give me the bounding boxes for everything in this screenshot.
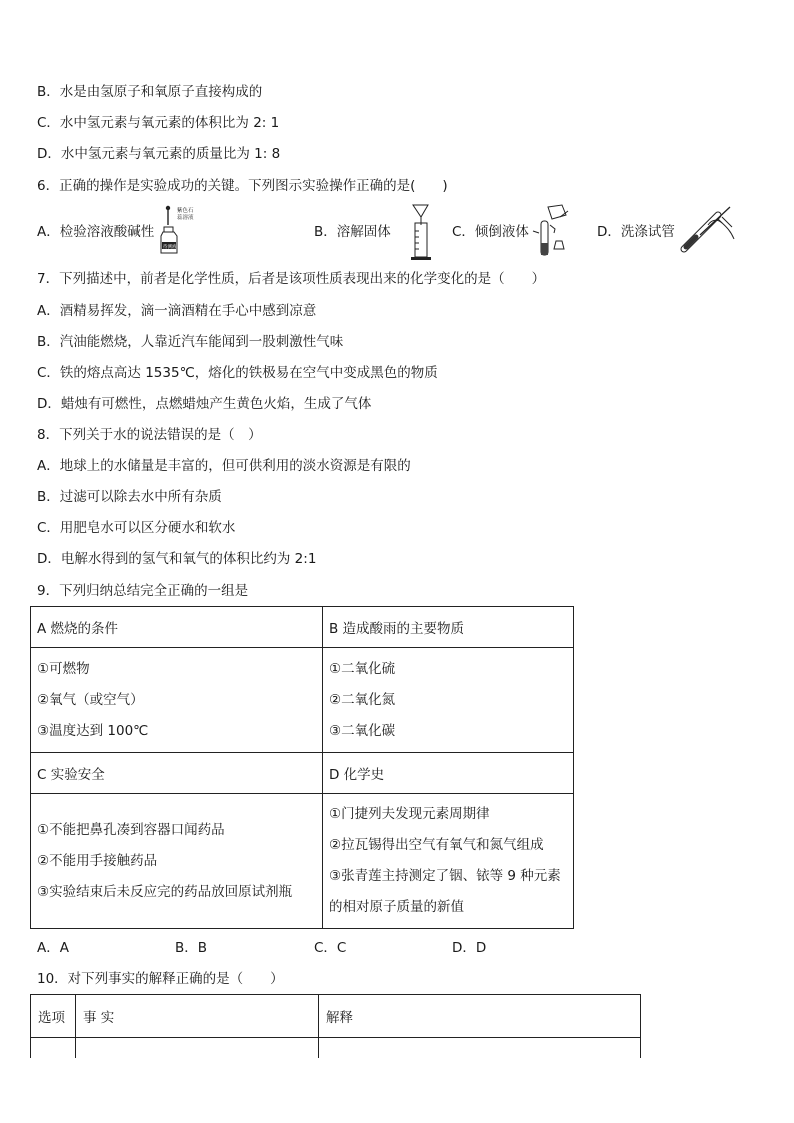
a-item: ②氧气（或空气） <box>37 691 144 708</box>
q8-stem: 8．下列关于水的说法错误的是（ ） <box>37 427 262 443</box>
d-item: ②拉瓦锡得出空气有氧气和氮气组成 <box>329 837 544 853</box>
a-item: ③温度达到 100℃ <box>37 722 149 739</box>
cell-c-items <box>31 794 323 929</box>
litmus-label-2: 蕊溶液 <box>177 215 194 221</box>
b-item: ③二氧化碳 <box>329 722 396 739</box>
q9-option-b: B．B <box>175 940 208 956</box>
q5-option-b: B．水是由氢原子和氧原子直接构成的 <box>37 84 263 100</box>
c-item: ①不能把鼻孔凑到容器口闻药品 <box>37 821 225 838</box>
q10-header-option: 选项 <box>31 995 76 1038</box>
c-item: ③实验结束后未反应完的药品放回原试剂瓶 <box>37 883 293 900</box>
q9-option-d: D．D <box>452 940 487 956</box>
q7-option-c: C．铁的熔点高达 1535℃，熔化的铁极易在空气中变成黑色的物质 <box>37 365 438 381</box>
q10-cell <box>319 1038 641 1059</box>
d-item: ①门捷列夫发现元素周期律 <box>329 806 490 822</box>
q6-stem: 6．正确的操作是实验成功的关键。下列图示实验操作正确的是( ) <box>37 178 448 194</box>
cell-b-header: B 造成酸雨的主要物质 <box>323 607 574 648</box>
dissolve-solid-in-cylinder-figure <box>410 203 438 261</box>
d-item: 的相对原子质量的新值 <box>329 899 464 915</box>
cell-d-header: D 化学史 <box>323 753 574 794</box>
q10-cell <box>76 1038 319 1059</box>
q6-option-b: B．溶解固体 <box>314 224 391 240</box>
q7-option-b: B．汽油能燃烧，人靠近汽车能闻到一股刺激性气味 <box>37 334 344 350</box>
q6-option-a: A．检验溶液酸碱性 <box>37 224 155 240</box>
q10-table <box>30 994 641 1058</box>
q7-option-a: A．酒精易挥发，滴一滴酒精在手心中感到凉意 <box>37 303 317 319</box>
q8-option-a: A．地球上的水储量是丰富的，但可供利用的淡水资源是有限的 <box>37 458 411 474</box>
c-item: ②不能用手接触药品 <box>37 852 158 869</box>
q6-option-c: C．倾倒液体 <box>452 224 529 240</box>
d-item: ③张青莲主持测定了铟、铱等 9 种元素 <box>329 868 561 884</box>
litmus-test-bottle-figure <box>160 205 202 255</box>
q10-header-explanation: 解释 <box>319 995 641 1038</box>
cell-a-header: A 燃烧的条件 <box>31 607 323 648</box>
q8-option-d: D．电解水得到的氢气和氧气的体积比约为 2:1 <box>37 551 317 567</box>
q10-header-fact: 事 实 <box>76 995 319 1038</box>
b-item: ①二氧化硫 <box>329 660 396 677</box>
q6-option-d: D．洗涤试管 <box>597 224 675 240</box>
a-item: ①可燃物 <box>37 660 90 677</box>
q8-option-b: B．过滤可以除去水中所有杂质 <box>37 489 222 505</box>
b-item: ②二氧化氮 <box>329 691 396 708</box>
bottle-label: 待测液 <box>163 245 177 250</box>
cell-c-header: C 实验安全 <box>31 753 323 794</box>
pouring-liquid-figure <box>530 203 572 261</box>
litmus-label-1: 紫色石 <box>177 208 194 214</box>
q5-option-c: C．水中氢元素与氧元素的体积比为 2: 1 <box>37 115 280 131</box>
q9-stem: 9．下列归纳总结完全正确的一组是 <box>37 583 249 599</box>
q7-stem: 7．下列描述中，前者是化学性质，后者是该项性质表现出来的化学变化的是（ ） <box>37 271 546 287</box>
q9-summary-table <box>30 606 574 929</box>
cell-d-items <box>323 794 574 929</box>
q9-option-c: C．C <box>314 940 347 956</box>
q10-cell <box>31 1038 76 1059</box>
q7-option-d: D．蜡烛有可燃性，点燃蜡烛产生黄色火焰，生成了气体 <box>37 396 372 412</box>
cell-b-items <box>323 648 574 753</box>
q5-option-d: D．水中氢元素与氧元素的质量比为 1: 8 <box>37 146 281 162</box>
q8-option-c: C．用肥皂水可以区分硬水和软水 <box>37 520 236 536</box>
washing-test-tube-figure <box>678 205 738 257</box>
q10-stem: 10．对下列事实的解释正确的是（ ） <box>37 971 284 987</box>
cell-a-items <box>31 648 323 753</box>
q9-option-a: A．A <box>37 940 69 956</box>
